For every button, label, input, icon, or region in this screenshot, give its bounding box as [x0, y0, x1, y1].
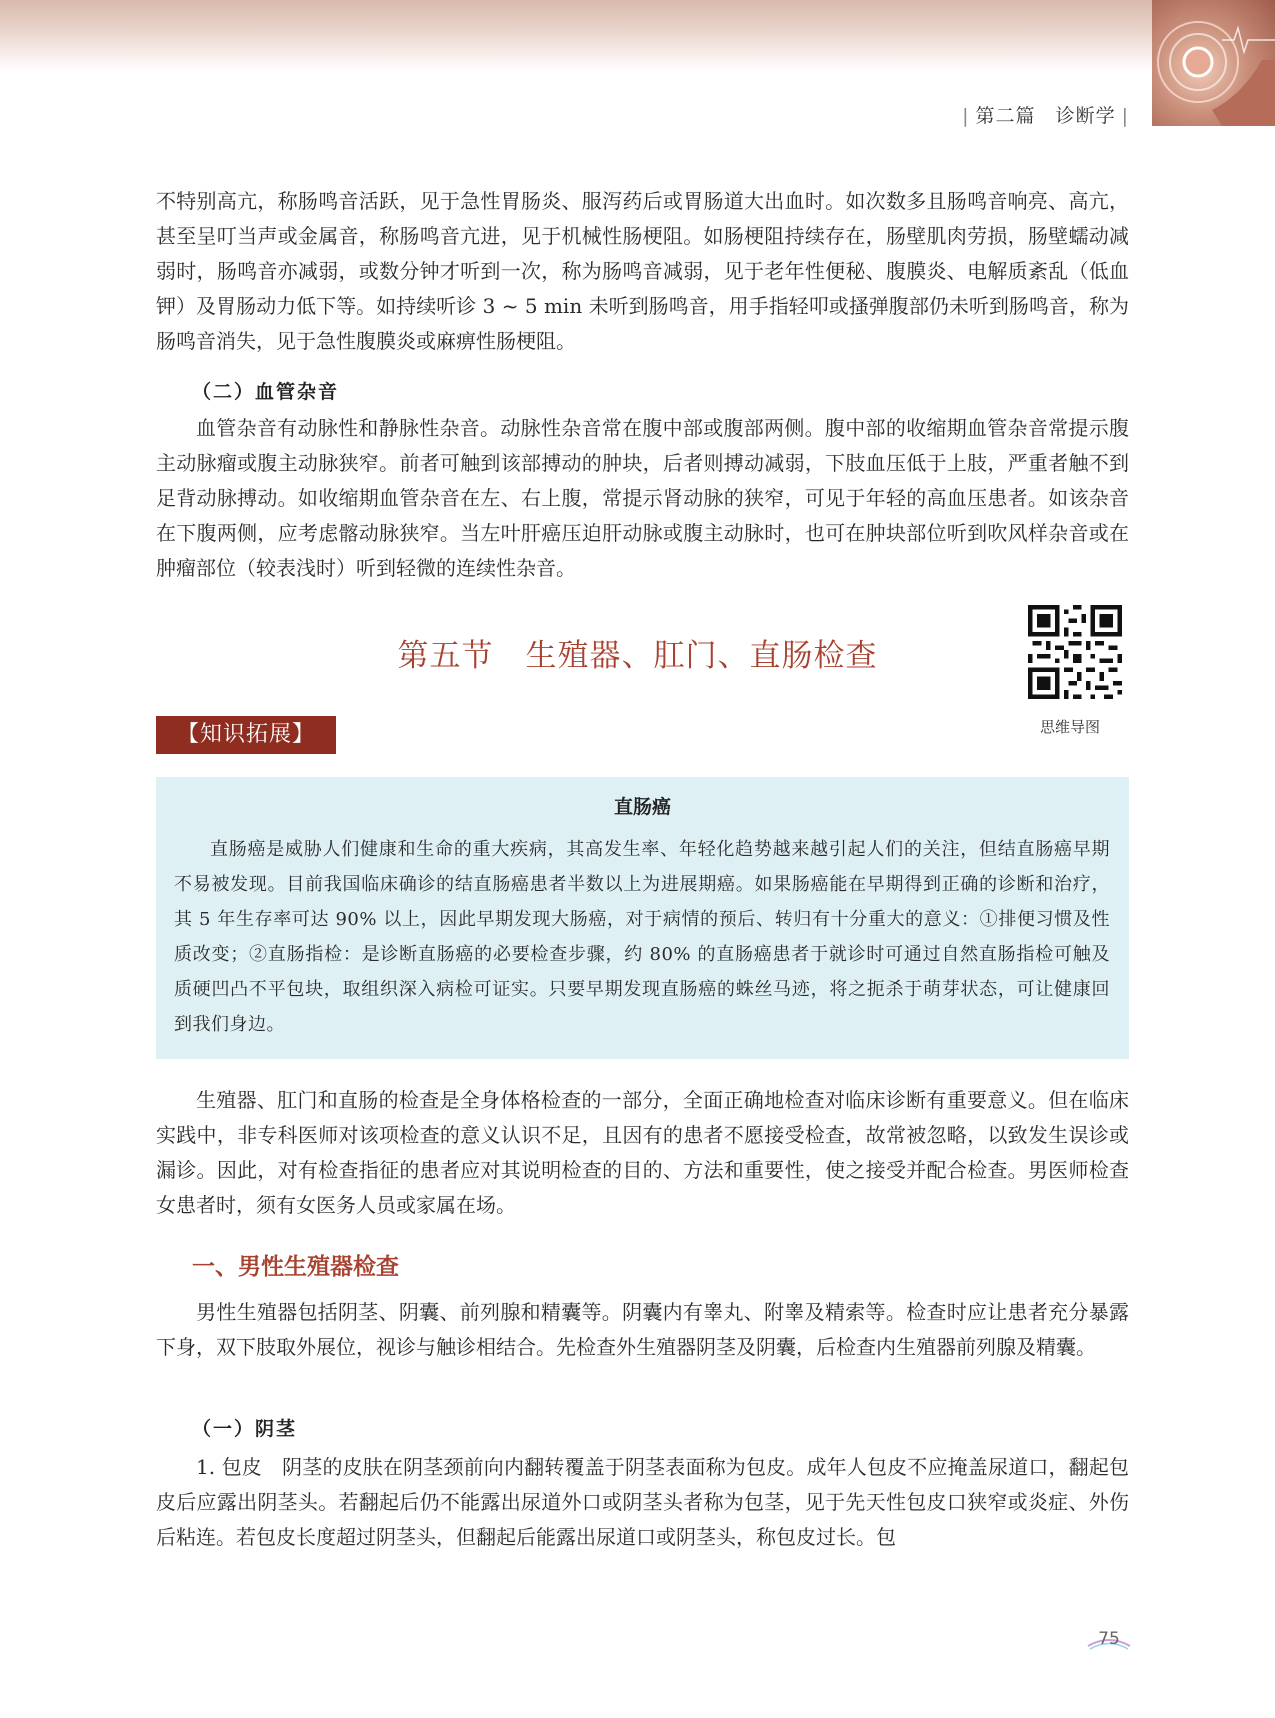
top-decorative-band [0, 0, 1275, 72]
page-number-text: 75 [1098, 1629, 1120, 1649]
running-header: | 第二篇 诊断学 | [962, 105, 1129, 127]
stethoscope-photo [1152, 0, 1275, 126]
subheading-penis: （一）阴茎 [192, 1418, 298, 1440]
section-name: 生殖器、肛门、直肠检查 [525, 638, 878, 674]
section-number: 第五节 [397, 638, 494, 674]
paragraph-male-genitals: 男性生殖器包括阴茎、阴囊、前列腺和精囊等。阴囊内有睾丸、附睾及精索等。检查时应让患者充分暴露下身，双下肢取外展位，视诊与触诊相结合。先检查外生殖器阴茎及阴囊，后检查内生殖器前列腺及精囊。 [156, 1300, 1129, 1359]
header-part: 第二篇 [975, 105, 1036, 127]
subheading-vascular-murmur: （二）血管杂音 [192, 381, 340, 403]
heading-male-genital-exam: 一、男性生殖器检查 [192, 1254, 399, 1280]
header-subject: 诊断学 [1055, 105, 1116, 127]
knowledge-banner: 【知识拓展】 [156, 716, 336, 754]
knowledge-box-title: 直肠癌 [613, 796, 671, 818]
paragraph-vascular-murmur: 血管杂音有动脉性和静脉性杂音。动脉性杂音常在腹中部或腹部两侧。腹中部的收缩期血管杂音常提示腹主动脉瘤或腹主动脉狭窄。前者可触到该部搏动的肿块，后者则搏动减弱，下肢血压低于上肢，严重者触不到足背动脉搏动。如收缩期血管杂音在左、右上腹，常提示肾动脉的狭窄，可见于年轻的高血压患者。如该杂音在下腹两侧，应考虑髂动脉狭窄。当左叶肝癌压迫肝动脉或腹主动脉时，也可在肿块部位听到吹风样杂音或在肿瘤部位（较表浅时）听到轻微的连续性杂音。 [156, 416, 1129, 580]
paragraph-bowel-sounds: 不特别高亢，称肠鸣音活跃，见于急性胃肠炎、服泻药后或胃肠道大出血时。如次数多且肠鸣音响亮、高亢，甚至呈叮当声或金属音，称肠鸣音亢进，见于机械性肠梗阻。如肠梗阻持续存在，肠壁肌肉劳损，肠壁蠕动减弱时，肠鸣音亦减弱，或数分钟才听到一次，称为肠鸣音减弱，见于老年性便秘、腹膜炎、电解质紊乱（低血钾）及胃肠动力低下等。如持续听诊 3 ~ 5 min 未听到肠鸣音，用手指轻叩或搔弹腹部仍未听到肠鸣音，称为肠鸣音消失，见于急性腹膜炎或麻痹性肠梗阻。 [156, 189, 1129, 353]
qr-code-icon[interactable] [1028, 605, 1122, 699]
knowledge-box-text: 直肠癌是威胁人们健康和生命的重大疾病，其高发生率、年轻化趋势越来越引起人们的关注，但结直肠癌早期不易被发现。目前我国临床确诊的结直肠癌患者半数以上为进展期癌。如果肠癌能在早期得到正确的诊断和治疗，其 5 年生存率可达 90% 以上，因此早期发现大肠癌，对于病情的预后、转归有十分重大的意义：①排便习惯及性质改变；②直肠指检：是诊断直肠癌的必要检查步骤，约 80% 的直肠癌患者于就诊时可通过自然直肠指检可触及质硬凹凸不平包块，取组织深入病检可证实。只要早期发现直肠癌的蛛丝马迹，将之扼杀于萌芽状态，可让健康回到我们身边。 [174, 839, 1110, 1035]
paragraph-foreskin: 1. 包皮 阴茎的皮肤在阴茎颈前向内翻转覆盖于阴茎表面称为包皮。成年人包皮不应掩盖尿道口，翻起包皮后应露出阴茎头。若翻起后仍不能露出尿道外口或阴茎头者称为包茎，见于先天性包皮口狭窄或炎症、外伤后粘连。若包皮长度超过阴茎头，但翻起后能露出尿道口或阴茎头，称包皮过长。包 [156, 1455, 1129, 1549]
knowledge-box [156, 777, 1129, 1059]
paragraph-exam-intro: 生殖器、肛门和直肠的检查是全身体格检查的一部分，全面正确地检查对临床诊断有重要意义。但在临床实践中，非专科医师对该项检查的意义认识不足，且因有的患者不愿接受检查，故常被忽略，以致发生误诊或漏诊。因此，对有检查指征的患者应对其说明检查的目的、方法和重要性，使之接受并配合检查。男医师检查女患者时，须有女医务人员或家属在场。 [156, 1088, 1129, 1217]
page-number [1084, 1628, 1134, 1654]
qr-caption: 思维导图 [1040, 718, 1101, 736]
